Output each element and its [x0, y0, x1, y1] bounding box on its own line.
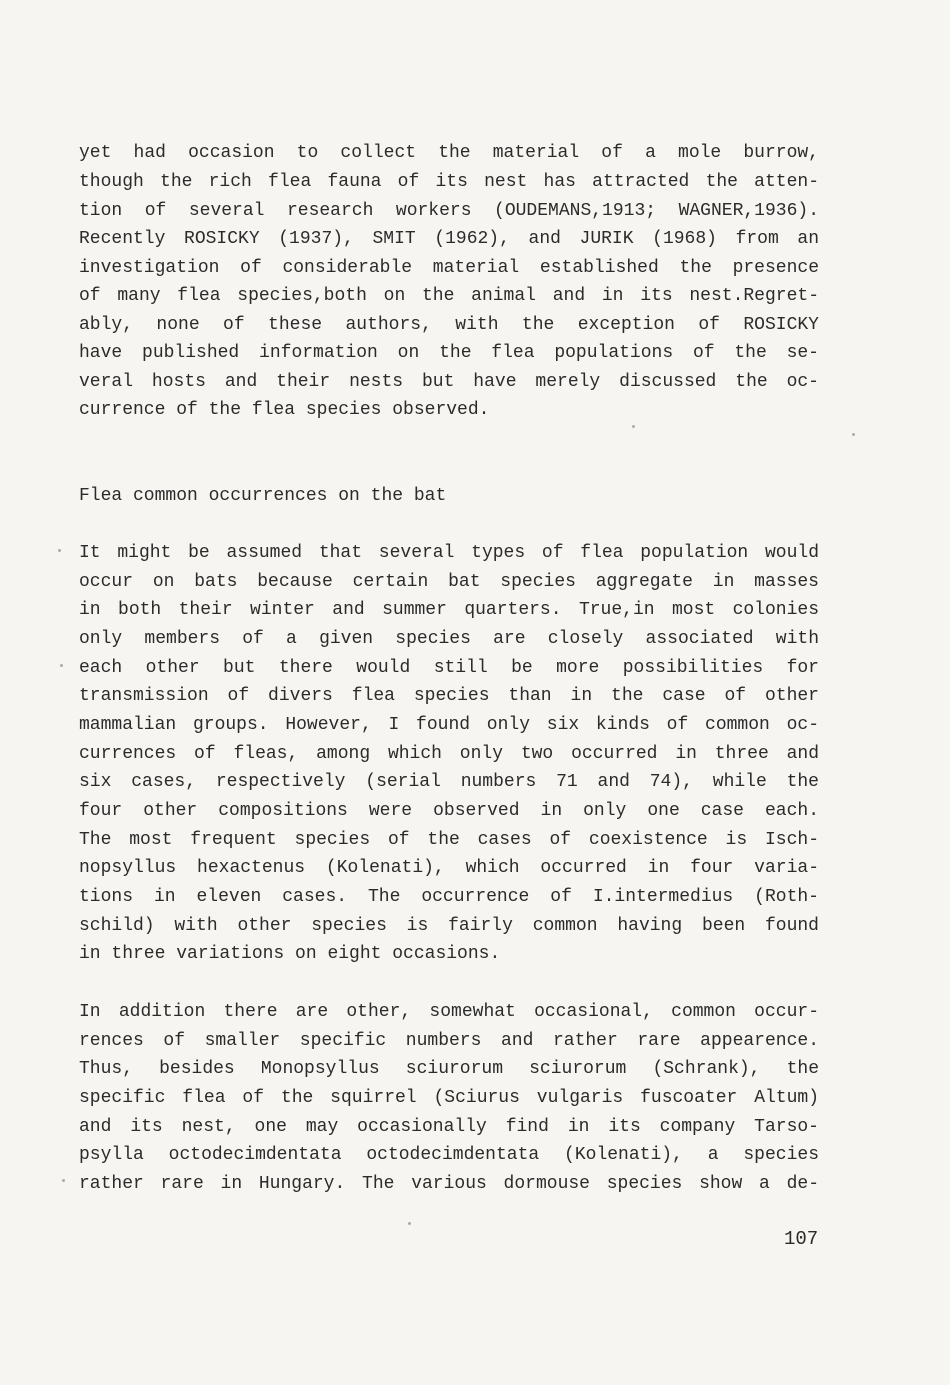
text-line: nopsyllus hexactenus (Kolenati), which occurred in four varia-	[79, 858, 819, 878]
text-line: specific flea of the squirrel (Sciurus vulgaris fuscoater Altum)	[79, 1088, 819, 1108]
scan-speck	[60, 664, 63, 667]
text-line: currences of fleas, among which only two occurred in three and	[79, 744, 819, 764]
scan-speck	[632, 425, 635, 428]
scan-speck	[852, 433, 855, 436]
text-line: rather rare in Hungary. The various dormouse species show a de-	[79, 1174, 819, 1194]
scan-speck	[58, 549, 61, 552]
text-line: each other but there would still be more possibilities for	[79, 658, 819, 678]
text-line: rences of smaller specific numbers and rather rare appearence.	[79, 1031, 819, 1051]
text-line: in three variations on eight occasions.	[79, 944, 501, 964]
text-line: psylla octodecimdentata octodecimdentata (Kolenati), a species	[79, 1145, 819, 1165]
scan-speck	[62, 1179, 65, 1182]
text-line: transmission of divers flea species than in the case of other	[79, 686, 819, 706]
text-line: four other compositions were observed in only one case each.	[79, 801, 819, 821]
text-line: veral hosts and their nests but have merely discussed the oc-	[79, 372, 819, 392]
text-line: mammalian groups. However, I found only six kinds of common oc-	[79, 715, 819, 735]
text-line: It might be assumed that several types of flea population would	[79, 543, 819, 563]
text-line: In addition there are other, somewhat occasional, common occur-	[79, 1002, 819, 1022]
text-line: ably, none of these authors, with the exception of ROSICKY	[79, 315, 819, 335]
text-line: and its nest, one may occasionally find in its company Tarso-	[79, 1117, 819, 1137]
text-line: of many flea species,both on the animal and in its nest.Regret-	[79, 286, 819, 306]
text-line: Recently ROSICKY (1937), SMIT (1962), and JURIK (1968) from an	[79, 229, 819, 249]
text-line: only members of a given species are closely associated with	[79, 629, 819, 649]
text-line: occur on bats because certain bat species aggregate in masses	[79, 572, 819, 592]
text-line: investigation of considerable material established the presence	[79, 258, 819, 278]
text-line: in both their winter and summer quarters. True,in most colonies	[79, 600, 819, 620]
text-line: The most frequent species of the cases of coexistence is Isch-	[79, 830, 819, 850]
text-line: schild) with other species is fairly common having been found	[79, 916, 819, 936]
text-line: have published information on the flea populations of the se-	[79, 343, 819, 363]
page-number: 107	[784, 1228, 819, 1250]
text-line: Thus, besides Monopsyllus sciurorum sciurorum (Schrank), the	[79, 1059, 819, 1079]
text-line: though the rich flea fauna of its nest has attracted the atten-	[79, 172, 819, 192]
heading-text: Flea common occurrences on the bat	[79, 486, 447, 506]
scan-speck	[408, 1222, 411, 1225]
text-line: yet had occasion to collect the material of a mole burrow,	[79, 143, 819, 163]
text-line: tion of several research workers (OUDEMANS,1913; WAGNER,1936).	[79, 201, 819, 221]
text-line: six cases, respectively (serial numbers 71 and 74), while the	[79, 772, 819, 792]
text-line: currence of the flea species observed.	[79, 400, 490, 420]
text-line: tions in eleven cases. The occurrence of I.intermedius (Roth-	[79, 887, 819, 907]
